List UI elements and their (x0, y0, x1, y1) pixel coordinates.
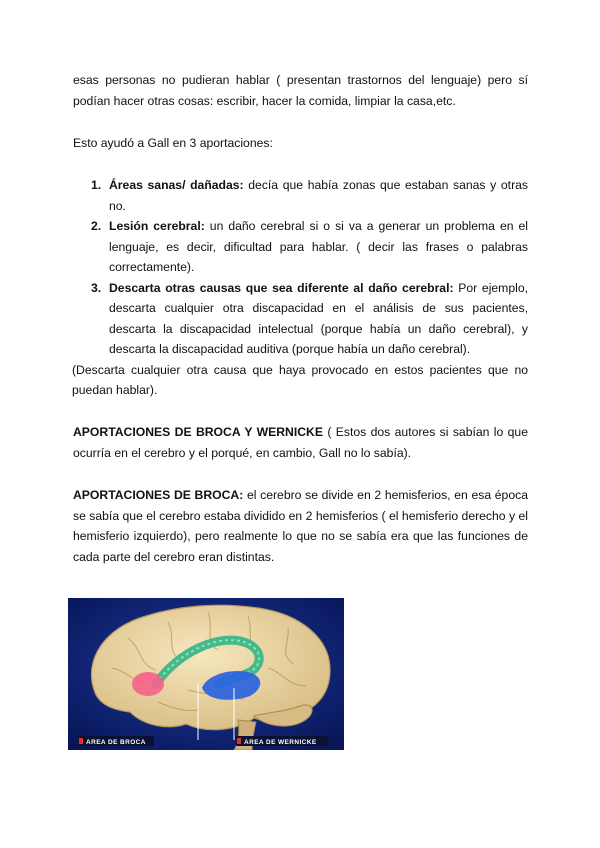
broca-section (73, 485, 528, 567)
gall-note: (Descarta cualquier otra causa que haya provocado en estos pacientes que no puedan hablar). (72, 362, 528, 397)
broca-wernicke-section (73, 422, 528, 463)
brain-figure (68, 598, 344, 750)
broca-label: AREA DE BROCA (86, 739, 146, 746)
broca-wernicke-paragraph (73, 422, 528, 463)
brain-illustration (68, 598, 344, 750)
gall-contributions (73, 175, 528, 401)
intro-paragraph: esas personas no pudieran hablar ( presentan trastornos del lenguaje) pero sí podían hacer otras cosas: escribir, hacer la comida, limpiar la casa,etc. (73, 73, 528, 108)
wernicke-label: AREA DE WERNICKE (244, 739, 317, 746)
section-text: el cerebro se divide en 2 hemisferios, en esa época se sabía que el cerebro estaba dividido en 2 hemisferios ( el hemisferio derecho y el hemisferio izquierdo), pero realmente lo que no se sabía era que las funciones de cada parte del cerebro eran distintas. (73, 488, 528, 564)
list-item (73, 278, 528, 360)
gall-list (73, 175, 528, 360)
list-number: 2. (91, 219, 102, 233)
gall-lead-section (73, 133, 528, 154)
intro-section (73, 70, 528, 111)
item-text: un daño cerebral si o si va a generar un problema en el lenguaje, es decir, dificultad para hablar. ( decir las frases o palabras correctamente). (109, 219, 528, 274)
item-text: Por ejemplo, descarta cualquier otra discapacidad en el análisis de sus pacientes, descarta la discapacidad intelectual (porque había un daño cerebral), y descarta la discapacidad auditiva (porque había un daño cerebral). (109, 280, 528, 356)
broca-area (132, 672, 164, 696)
list-number: 1. (91, 178, 102, 192)
wernicke-label-marker (237, 738, 241, 744)
broca-paragraph (73, 485, 528, 567)
item-title: Áreas sanas/ dañadas: (109, 178, 244, 192)
list-item (73, 175, 528, 216)
gall-lead: Esto ayudó a Gall en 3 aportaciones: (73, 136, 273, 150)
item-title: Descarta otras causas que sea diferente al daño cerebral: (109, 280, 454, 295)
broca-label-marker (79, 738, 83, 744)
list-item (73, 216, 528, 278)
section-heading: APORTACIONES DE BROCA: (73, 488, 244, 502)
list-number: 3. (91, 280, 102, 295)
item-text: decía que había zonas que estaban sanas y otras no. (109, 178, 528, 213)
section-text: ( Estos dos autores si sabían lo que ocurría en el cerebro y el porqué, en cambio, Gall no lo sabía). (73, 425, 528, 460)
section-heading: APORTACIONES DE BROCA Y WERNICKE (73, 425, 323, 439)
item-title: Lesión cerebral: (109, 219, 205, 233)
